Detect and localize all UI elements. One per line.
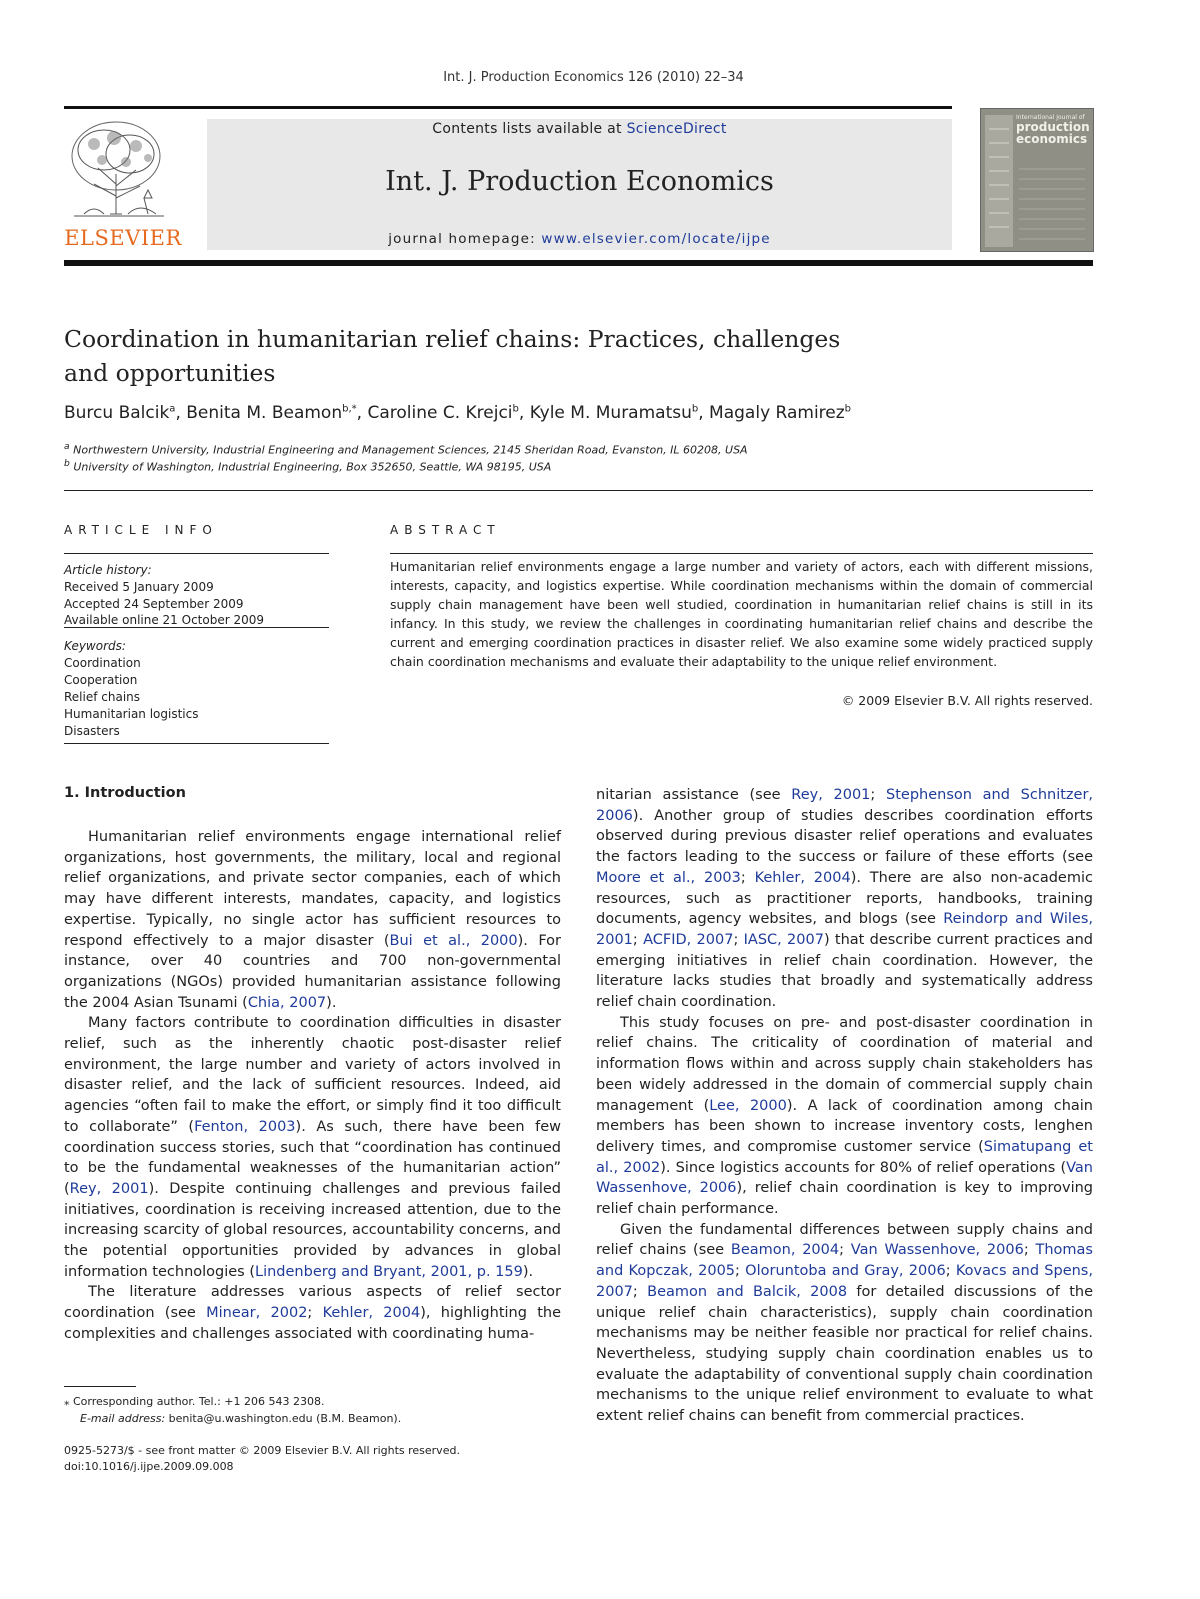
article-info-divider-top bbox=[64, 553, 329, 554]
received-date: Received 5 January 2009 bbox=[64, 579, 214, 594]
body-paragraph bbox=[596, 1220, 1093, 1427]
cover-title-line-3: economics bbox=[1016, 132, 1088, 146]
paragraph-text: The literature addresses various aspects of relief sector coordination (see bbox=[64, 1284, 561, 1322]
paragraph-text: Given the fundamental differences between supply chains and relief chains (see bbox=[596, 1221, 1093, 1259]
paragraph-text: ; bbox=[632, 1283, 648, 1300]
citation-link[interactable]: Moore et al., 2003 bbox=[596, 869, 741, 886]
paragraph-text: for detailed discussions of the unique relief chain characteristics), supply chain coordination mechanisms may be neither feasible nor practical for relief chains. Nevertheless, studying supply chain coordination enables us to evaluate the adaptability of conventional supply chain coordination mechanisms to the unique relief environment to evaluate to what extent relief chains can benefit from commercial practices. bbox=[596, 1283, 1093, 1425]
paragraph-text: ; bbox=[735, 1263, 746, 1280]
citation-link[interactable]: Chia, 2007 bbox=[247, 994, 327, 1011]
paragraph-text: ) that describe current practices and emerging initiatives in relief chain coordination. However, the literature lacks studies that broadly and systematically address relief chain coordination. bbox=[596, 931, 1093, 1011]
affiliation-b-text: University of Washington, Industrial Engineering, Box 352650, Seattle, WA 98195, USA bbox=[73, 460, 552, 474]
elsevier-wordmark: ELSEVIER bbox=[64, 226, 182, 250]
author-list: Burcu Balcik$^a$, Benita M. Beamon$^{b,*}$, Caroline C. Krejci$^b$, Kyle M. Muramatsu$^b$, Magaly Ramirez$^b$ bbox=[64, 403, 852, 423]
affiliation-b-marker: b bbox=[64, 458, 70, 469]
doi-line: doi:10.1016/j.ijpe.2009.09.008 bbox=[64, 1460, 234, 1473]
history-label: Article history: bbox=[64, 563, 152, 577]
citation-link[interactable]: Minear, 2002 bbox=[206, 1305, 308, 1322]
sciencedirect-link[interactable]: ScienceDirect bbox=[626, 121, 727, 137]
citation-link[interactable]: Stephenson and Schnitzer, 2006 bbox=[596, 787, 1094, 824]
body-column-left bbox=[64, 827, 561, 1345]
citation-link[interactable]: Bui et al., 2000 bbox=[389, 932, 518, 949]
author-affiliation-marker: b bbox=[512, 403, 519, 415]
corresponding-author-footnote bbox=[64, 1393, 564, 1427]
paragraph-text: ). As such, there have been few coordination success stories, such that “coordination has continued to be the fundamental weaknesses of the humanitarian action” ( bbox=[64, 1118, 562, 1197]
citation-link[interactable]: Van Wassenhove, 2006 bbox=[596, 1159, 1093, 1197]
section-heading-introduction: 1. Introduction bbox=[64, 785, 186, 801]
paragraph-text: ; bbox=[870, 787, 887, 803]
abstract-text: Humanitarian relief environments engage a large number and variety of actors, each with different missions, interests, capacity, and logistics expertise. While coordination mechanisms within the domain of commercial supply chain management have been well studied, coordination in humanitarian relief chains is still in its infancy. In this study, we review the challenges in coordinating humanitarian relief chains and describe the current and emerging coordination practices in disaster relief. We also examine some widely practiced supply chain coordination mechanisms and evaluate their adaptability to the unique relief environment. bbox=[390, 559, 1093, 669]
cover-title-line-1: International Journal of bbox=[1016, 114, 1085, 121]
paragraph-text: ), highlighting the complexities and challenges associated with coordinating huma- bbox=[64, 1305, 561, 1342]
paragraph-text: ). bbox=[326, 994, 337, 1011]
abstract-copyright: © 2009 Elsevier B.V. All rights reserved. bbox=[841, 693, 1093, 708]
front-matter-line: 0925-5273/$ - see front matter © 2009 Elsevier B.V. All rights reserved. bbox=[64, 1444, 460, 1457]
front-matter-notice bbox=[64, 1443, 564, 1475]
body-paragraph bbox=[64, 1282, 561, 1344]
article-title-line-2: and opportunities bbox=[64, 359, 276, 387]
paragraph-text: ; bbox=[740, 869, 755, 886]
author-name: Magaly Ramirez bbox=[709, 403, 845, 423]
paragraph-text: ; bbox=[307, 1305, 323, 1322]
abstract-heading: ABSTRACT bbox=[390, 523, 501, 537]
online-date: Available online 21 October 2009 bbox=[64, 613, 265, 628]
homepage-label: journal homepage: bbox=[388, 231, 542, 247]
article-info-divider-bottom bbox=[64, 743, 329, 744]
paragraph-text: ). bbox=[522, 1263, 534, 1280]
affiliation-divider bbox=[64, 490, 1093, 491]
citation-link[interactable]: Rey, 2001 bbox=[69, 1180, 149, 1197]
citation-link[interactable]: Kovacs and Spens, 2007 bbox=[596, 1263, 1093, 1300]
citation-link[interactable]: Van Wassenhove, 2006 bbox=[850, 1242, 1024, 1259]
paragraph-text: ). There are also non-academic resources, such as practitioner reports, handbooks, training documents, agency websites, and blogs (see bbox=[596, 869, 1093, 928]
keywords-label: Keywords: bbox=[64, 639, 126, 653]
email-line bbox=[64, 1410, 564, 1427]
paragraph-text: This study focuses on pre- and post-disaster coordination in relief chains. The criticality of coordination of material and information flows within and across supply chain stakeholders has been widely addressed in the domain of commercial supply chain management ( bbox=[596, 1014, 1093, 1114]
keyword-item: Coordination bbox=[64, 656, 141, 670]
citation-link[interactable]: Beamon and Balcik, 2008 bbox=[647, 1283, 848, 1300]
keywords bbox=[64, 638, 329, 740]
paragraph-text: ; bbox=[1023, 1242, 1036, 1259]
accepted-date: Accepted 24 September 2009 bbox=[64, 596, 244, 611]
citation-link[interactable]: Oloruntoba and Gray, 2006 bbox=[745, 1263, 946, 1280]
author-affiliation-marker: b bbox=[844, 403, 852, 415]
paragraph-text: ), relief chain coordination is key to improving relief chain performance. bbox=[596, 1180, 1093, 1218]
author-name: Caroline C. Krejci bbox=[367, 403, 513, 423]
keyword-item: Humanitarian logistics bbox=[64, 707, 199, 721]
citation-link[interactable]: IASC, 2007 bbox=[743, 931, 824, 948]
body-paragraph bbox=[64, 1013, 561, 1282]
author-affiliation-marker: a bbox=[169, 403, 176, 415]
author-name: Burcu Balcik bbox=[64, 403, 170, 423]
paragraph-text: ; bbox=[733, 931, 744, 948]
author-affiliation-marker: b bbox=[691, 403, 699, 415]
contents-prefix: Contents lists available at bbox=[432, 121, 627, 137]
email-value: benita@u.washington.edu (B.M. Beamon). bbox=[165, 1412, 402, 1425]
paragraph-text: ). Another group of studies describes coordination efforts observed during previous disaster relief operations and evaluates the factors leading to the success or failure of these efforts (see bbox=[596, 807, 1093, 866]
corresponding-author-line: ⁎ Corresponding author. Tel.: +1 206 543 2308. bbox=[64, 1395, 325, 1408]
abstract-divider bbox=[390, 553, 1093, 554]
affiliation-a-text: Northwestern University, Industrial Engineering and Management Sciences, 2145 Sheridan Road, Evanston, IL 60208, USA bbox=[73, 443, 748, 457]
author-affiliation-marker: b,* bbox=[342, 403, 357, 415]
cover-title-line-2: production bbox=[1016, 120, 1090, 134]
body-paragraph bbox=[596, 785, 1093, 1013]
article-history bbox=[64, 562, 329, 629]
paragraph-text: nitarian assistance (see bbox=[596, 787, 792, 803]
citation-link[interactable]: Rey, 2001 bbox=[791, 787, 871, 803]
paragraph-text: ; bbox=[632, 931, 644, 948]
paragraph-text: ). Since logistics accounts for 80% of relief operations ( bbox=[660, 1159, 1067, 1176]
affiliation-a-marker: a bbox=[64, 441, 70, 452]
paragraph-text: ; bbox=[945, 1263, 956, 1280]
journal-reference: Int. J. Production Economics 126 (2010) 22–34 bbox=[443, 70, 744, 85]
citation-link[interactable]: Lee, 2000 bbox=[709, 1097, 787, 1114]
article-title bbox=[64, 322, 1064, 390]
journal-homepage bbox=[207, 231, 952, 247]
citation-link[interactable]: Reindorp and Wiles, 2001 bbox=[596, 911, 1093, 948]
citation-link[interactable]: Simatupang et al., 2002 bbox=[596, 1138, 1093, 1176]
cover-title bbox=[1016, 114, 1090, 145]
homepage-link[interactable]: www.elsevier.com/locate/ijpe bbox=[541, 231, 771, 247]
article-info-heading: ARTICLE INFO bbox=[64, 523, 218, 537]
paragraph-text: Many factors contribute to coordination difficulties in disaster relief, such as the inherently chaotic post-disaster relief environment, the large number and variety of actors involved in disaster relief, and the lack of sufficient resources. Indeed, aid agencies “often fail to make the effort, or simply find it too difficult to collaborate” ( bbox=[64, 1015, 561, 1135]
paragraph-text: ; bbox=[839, 1242, 851, 1259]
header-top-rule bbox=[64, 106, 952, 109]
footnote-divider bbox=[64, 1386, 136, 1387]
citation-link[interactable]: Fenton, 2003 bbox=[194, 1118, 296, 1135]
citation-link[interactable]: ACFID, 2007 bbox=[643, 931, 734, 948]
affiliation-a bbox=[64, 441, 1093, 457]
body-paragraph bbox=[64, 827, 561, 1013]
article-title-line-1: Coordination in humanitarian relief chains: Practices, challenges bbox=[64, 325, 841, 353]
citation-link[interactable]: Thomas and Kopczak, 2005 bbox=[596, 1242, 1093, 1280]
body-paragraph bbox=[596, 1013, 1093, 1220]
citation-link[interactable]: Lindenberg and Bryant, 2001, p. 159 bbox=[255, 1263, 523, 1280]
paragraph-text: Humanitarian relief environments engage international relief organizations, host governments, the military, local and regional relief organizations, and private sector companies, each of which may have different interests, mandates, capacity, and logistics expertise. Typically, no single actor has sufficient resources to respond effectively to a major disaster ( bbox=[64, 829, 561, 949]
journal-title: Int. J. Production Economics bbox=[385, 166, 774, 197]
keyword-item: Relief chains bbox=[64, 690, 141, 704]
keyword-item: Cooperation bbox=[64, 673, 138, 687]
header-bottom-rule bbox=[64, 260, 1093, 266]
email-label: E-mail address: bbox=[80, 1412, 166, 1425]
keyword-item: Disasters bbox=[64, 724, 120, 738]
affiliation-b bbox=[64, 458, 1093, 474]
citation-link[interactable]: Beamon, 2004 bbox=[730, 1242, 840, 1259]
author-name: Kyle M. Muramatsu bbox=[529, 403, 692, 423]
body-column-right bbox=[596, 785, 1093, 1427]
citation-link[interactable]: Kehler, 2004 bbox=[322, 1305, 421, 1322]
contents-availability bbox=[207, 121, 952, 137]
paragraph-text: ). For instance, over 40 countries and 700 non-governmental organizations (NGOs) provided humanitarian assistance following the 2004 Asian Tsunami ( bbox=[64, 932, 561, 1011]
citation-link[interactable]: Kehler, 2004 bbox=[754, 869, 851, 886]
paragraph-text: ). Despite continuing challenges and previous failed initiatives, coordination is receiving increased attention, due to the increasing scarcity of global resources, accountability concerns, and the potential opportunities provided by advances in global information technologies ( bbox=[64, 1180, 561, 1280]
paragraph-text: ). A lack of coordination among chain members has been shown to increase inventory costs, lenghen delivery times, and compromise customer service ( bbox=[596, 1097, 1093, 1155]
author-name: Benita M. Beamon bbox=[186, 403, 343, 423]
